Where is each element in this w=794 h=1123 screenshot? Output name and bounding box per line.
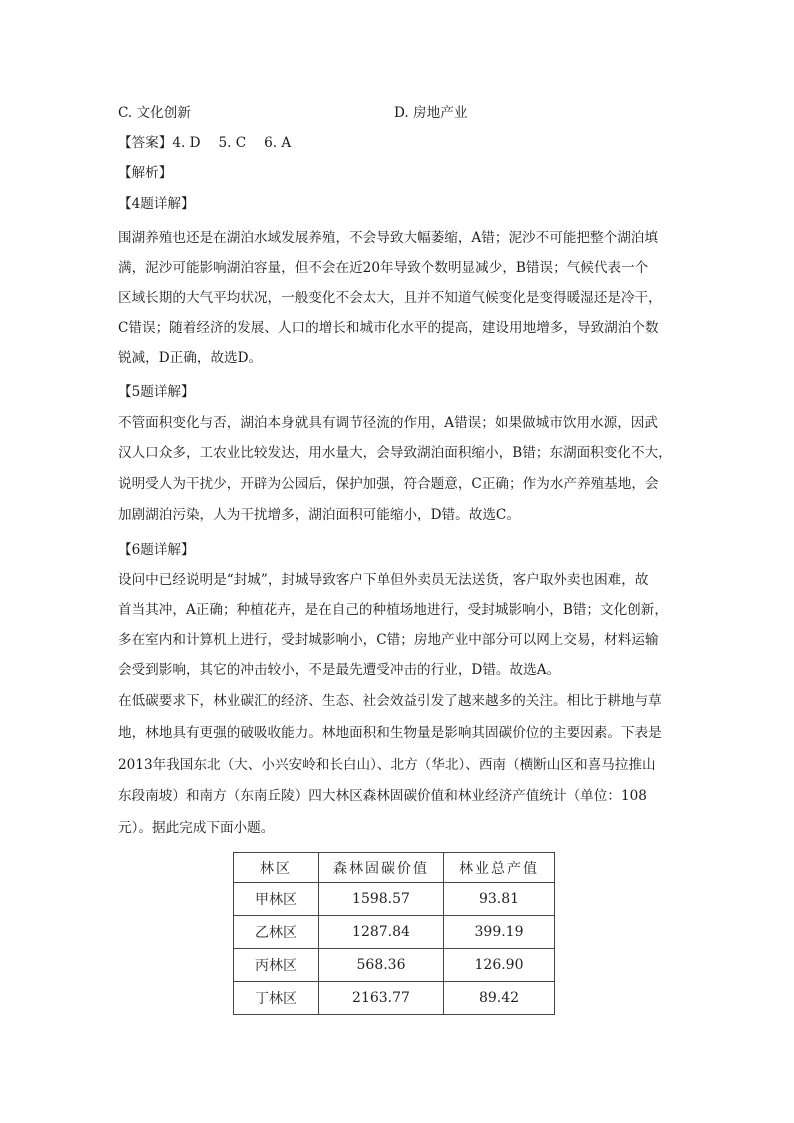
q6-line: 首当其冲，A正确；种植花卉，是在自己的种植场地进行，受封城影响小，B错；文化创新， [118,602,668,618]
passage-line: 东段南坡）和南方（东南丘陵）四大林区森林固碳价值和林业经济产值统计（单位：108 [118,788,647,804]
q6-line: 设问中已经说明是“封城”，封城导致客户下单但外卖员无法送货，客户取外卖也困难，故 [118,572,649,588]
options-row [118,103,678,123]
table-cell: 93.81 [444,883,555,916]
table-header-row [234,853,555,883]
table-header-cell: 森林固碳价值 [319,853,444,883]
table-cell: 399.19 [444,916,555,949]
table-cell: 丙林区 [234,949,319,982]
table-cell: 乙林区 [234,916,319,949]
table-header-cell: 林区 [234,853,319,883]
q4-line: 锐减，D正确，故选D。 [118,350,263,366]
q5-line: 说明受人为干扰少，开辟为公园后，保护加强，符合题意，C正确；作为水产养殖基地，会 [118,476,659,492]
passage-line: 2013年我国东北（大、小兴安岭和长白山）、北方（华北）、西南（横断山区和喜马拉推山 [118,757,656,773]
q4-line: 围湖养殖也还是在湖泊水域发展养殖，不会导致大幅萎缩，A错；泥沙不可能把整个湖泊填 [118,230,658,246]
q4-line: C错误；随着经济的发展、人口的增长和城市化水平的提高，建设用地增多，导致湖泊个数 [118,320,659,336]
option-d: D. 房地产业 [394,105,468,121]
table-row [234,982,555,1015]
table-cell: 甲林区 [234,883,319,916]
table-cell: 126.90 [444,949,555,982]
q6-heading: 【6题详解】 [118,542,195,558]
q5-heading: 【5题详解】 [118,384,195,400]
table-cell: 丁林区 [234,982,319,1015]
table-row [234,883,555,916]
forest-carbon-table [233,852,555,1015]
q5-line: 汉人口众多，工农业比较发达，用水量大，会导致湖泊面积缩小，B错；东湖面积变化不大， [118,445,672,461]
table-row [234,949,555,982]
table-cell: 2163.77 [319,982,444,1015]
table-header-cell: 林业总产值 [444,853,555,883]
table-cell: 1287.84 [319,916,444,949]
table-cell: 568.36 [319,949,444,982]
table-cell: 89.42 [444,982,555,1015]
option-c: C. 文化创新 [118,105,191,121]
q5-line: 加剧湖泊污染，人为干扰增多，湖泊面积可能缩小，D错。故选C。 [118,507,520,523]
q6-line: 会受到影响，其它的冲击较小，不是最先遭受冲击的行业，D错。故选A。 [118,662,561,678]
q5-line: 不管面积变化与否，湖泊本身就具有调节径流的作用，A错误；如果做城市饮用水源，因武 [118,415,658,431]
q6-line: 多在室内和计算机上进行，受封城影响小，C错；房地产业中部分可以网上交易，材料运输 [118,632,659,648]
q4-heading: 【4题详解】 [118,196,195,212]
passage-line: 地，林地具有更强的破吸收能力。林地面积和生物量是影响其固碳价位的主要因素。下表是 [118,725,662,741]
answer-line: 【答案】4. D 5. C 6. A [118,135,292,151]
passage-line: 元）。据此完成下面小题。 [118,820,275,836]
table-row [234,916,555,949]
passage-line: 在低碳要求下，林业碳汇的经济、生态、社会效益引发了越来越多的关注。相比于耕地与草 [118,693,662,709]
table-cell: 1598.57 [319,883,444,916]
q4-line: 区域长期的大气平均状况，一般变化不会太大，且并不知道气候变化是变得暖湿还是冷干， [118,290,662,306]
analysis-heading: 【解析】 [118,165,173,181]
q4-line: 满，泥沙可能影响湖泊容量，但不会在近20年导致个数明显减少，B错误；气候代表一个 [118,260,649,276]
